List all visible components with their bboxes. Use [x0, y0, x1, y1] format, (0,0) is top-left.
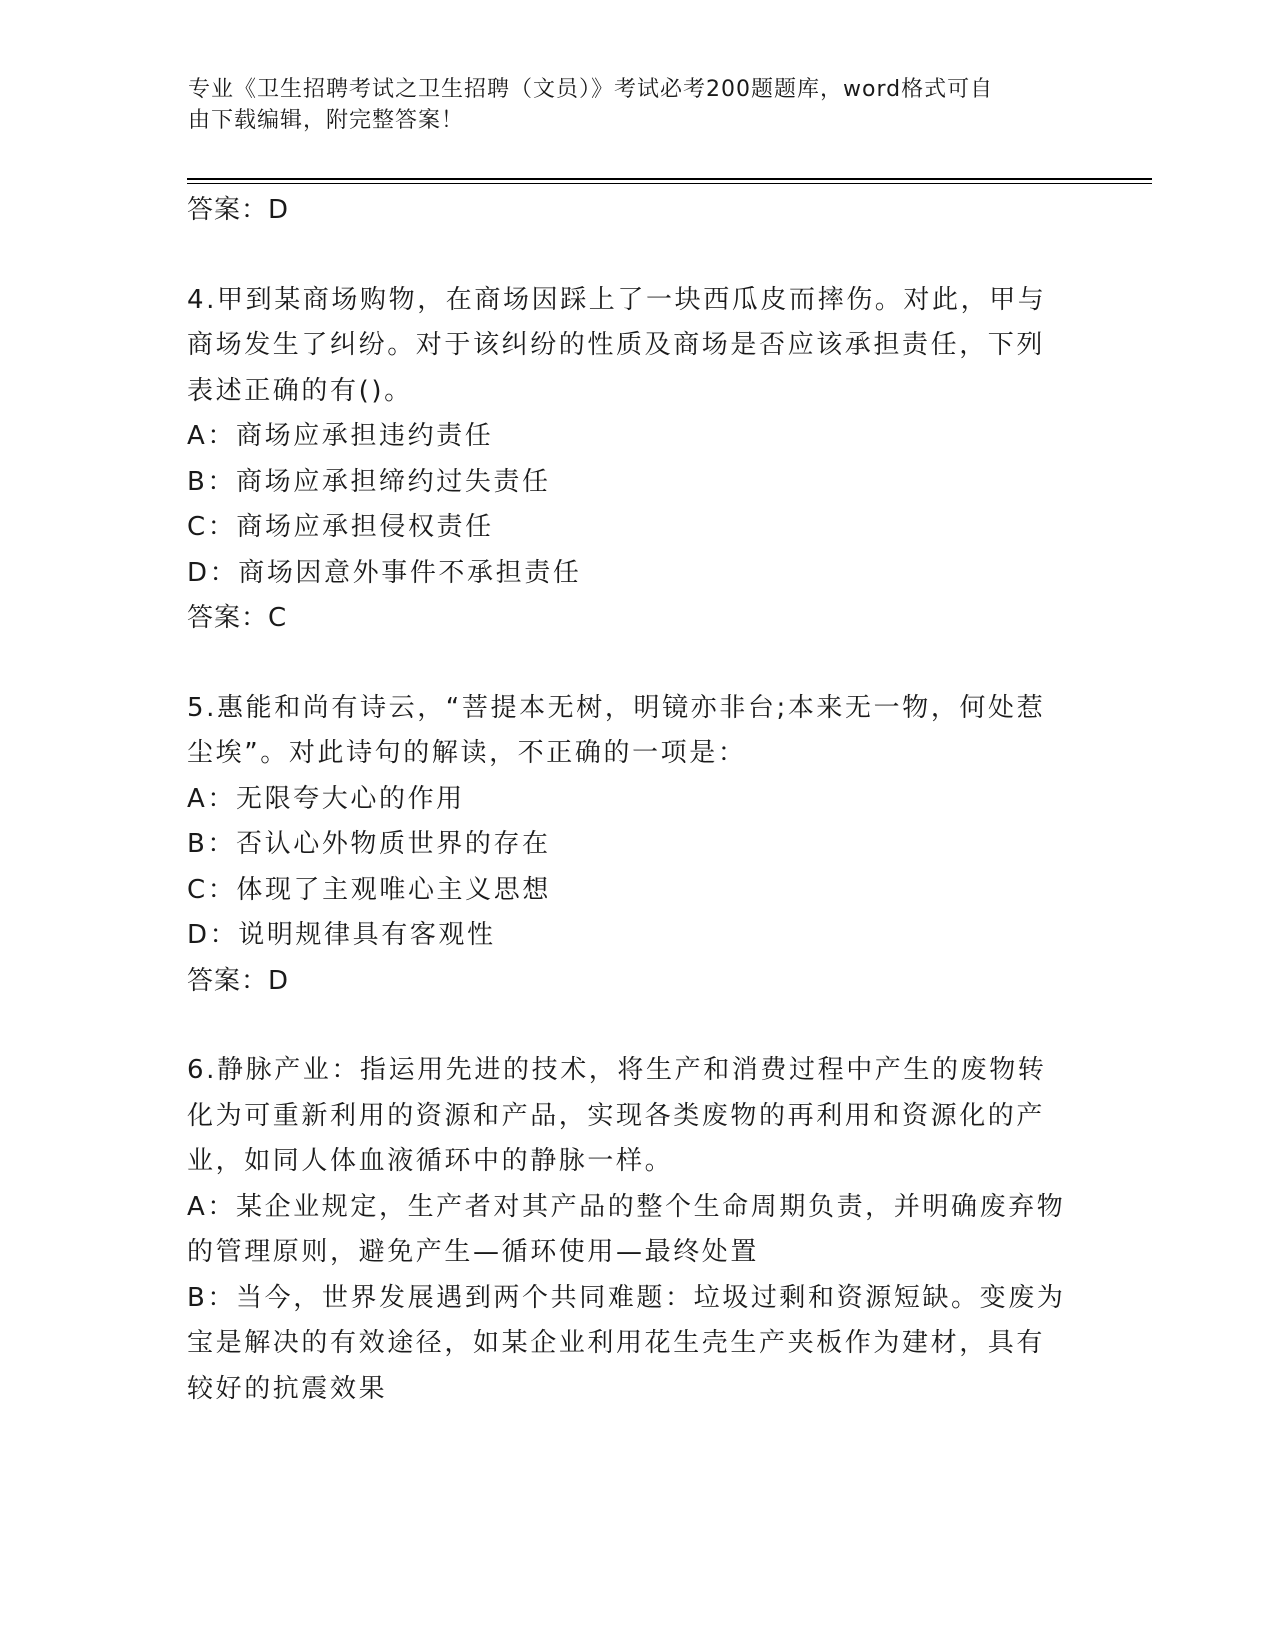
option-c: C：体现了主观唯心主义思想: [187, 874, 551, 905]
option-b: B：当今，世界发展遇到两个共同难题：垃圾过剩和资源短缺。变废为: [187, 1282, 1066, 1313]
option-a: A：商场应承担违约责任: [187, 421, 494, 451]
question-stem-line: 4.甲到某商场购物，在商场因踩上了一块西瓜皮而摔伤。对此，甲与: [187, 284, 1047, 315]
question-6: [187, 1048, 1087, 1412]
option-a: A：无限夸大心的作用: [187, 783, 465, 814]
option-a-continued: 的管理原则，避免产生—循环使用—最终处置: [187, 1237, 760, 1267]
header-line: 由下载编辑，附完整答案！: [188, 108, 465, 133]
option-d: D：商场因意外事件不承担责任: [187, 557, 582, 588]
question-stem-line: 业，如同人体血液循环中的静脉一样。: [187, 1146, 674, 1176]
answer-label: 答案：C: [187, 603, 288, 633]
answer-label: 答案：D: [187, 965, 290, 996]
question-4: [187, 278, 1087, 642]
question-stem-line: 商场发生了纠纷。对于该纠纷的性质及商场是否应该承担责任，下列: [187, 330, 1046, 360]
question-stem-line: 尘埃”。对此诗句的解读，不正确的一项是：: [187, 738, 747, 768]
option-c: C：商场应承担侵权责任: [187, 512, 494, 542]
question-5: [187, 686, 1087, 1005]
answer-label: 答案：D: [187, 195, 290, 225]
question-stem-line: 化为可重新利用的资源和产品，实现各类废物的再利用和资源化的产: [187, 1100, 1046, 1131]
document-body: [187, 188, 1087, 1412]
option-b: B：商场应承担缔约过失责任: [187, 466, 551, 497]
option-b-continued: 较好的抗震效果: [187, 1373, 388, 1404]
question-stem-line: 6.静脉产业：指运用先进的技术，将生产和消费过程中产生的废物转: [187, 1055, 1047, 1085]
header-divider: [187, 178, 1152, 180]
option-a: A：某企业规定，生产者对其产品的整个生命周期负责，并明确废弃物: [187, 1191, 1066, 1222]
question-stem-line: 表述正确的有()。: [187, 375, 413, 406]
header-line: 专业《卫生招聘考试之卫生招聘（文员）》考试必考200题题库，word格式可自: [188, 77, 994, 102]
question-stem-line: 5.惠能和尚有诗云，“菩提本无树，明镜亦非台;本来无一物，何处惹: [187, 692, 1046, 723]
option-d: D：说明规律具有客观性: [187, 920, 496, 950]
option-b-continued: 宝是解决的有效途径，如某企业利用花生壳生产夹板作为建材，具有: [187, 1328, 1046, 1358]
document-header: [188, 74, 1068, 136]
header-divider-thin: [187, 183, 1152, 184]
option-b: B：否认心外物质世界的存在: [187, 829, 551, 859]
